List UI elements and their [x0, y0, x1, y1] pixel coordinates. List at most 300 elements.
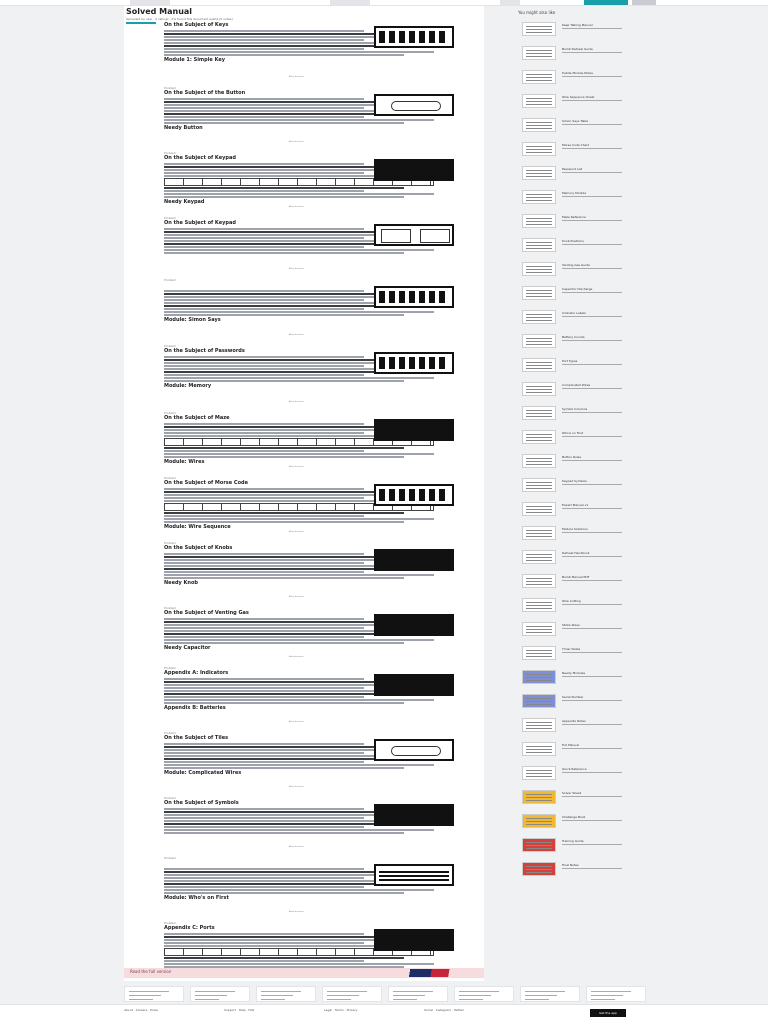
module-label: Module: Who's on First: [164, 895, 229, 901]
document-thumbnail: [522, 814, 556, 828]
related-document-item[interactable]: [518, 598, 658, 614]
thumbnail-line: [526, 530, 552, 531]
thumbnail-line: [526, 173, 552, 174]
thumbnail-line: [526, 872, 552, 873]
paragraph-line: [164, 290, 364, 292]
section-kicker: Problem: [164, 856, 177, 860]
thumbnail-line: [526, 866, 552, 867]
footer-about[interactable]: About · Careers · Press: [124, 1008, 159, 1012]
thumbnail-line: [526, 629, 552, 630]
related-subtitle-line: [562, 604, 622, 605]
thumbnail-line: [526, 560, 552, 561]
related-subtitle-line: [562, 100, 622, 101]
thumbnail-line: [526, 794, 552, 795]
document-thumbnail: [522, 46, 556, 60]
thumbnail-line: [526, 410, 552, 411]
related-title: Morse Code Chart: [562, 143, 589, 147]
related-document-item[interactable]: [518, 718, 658, 734]
ad-divider-label: Advertisement: [289, 76, 304, 78]
thumbnail-line: [526, 461, 552, 462]
section-title: On the Subject of the Button: [164, 90, 246, 96]
module-diagram-image: [374, 26, 454, 48]
related-title: Serial Number: [562, 695, 584, 699]
footer-legal[interactable]: Legal · Terms · Privacy: [324, 1008, 358, 1012]
document-thumbnail: [522, 262, 556, 276]
paragraph-line: [164, 933, 364, 935]
thumbnail-line: [526, 680, 552, 681]
thumbnail-line: [526, 29, 552, 30]
thumbnail-line: [526, 248, 552, 249]
related-subtitle-line: [562, 700, 622, 701]
related-subtitle-line: [562, 772, 622, 773]
document-thumbnail: [522, 334, 556, 348]
paragraph-line: [164, 826, 364, 828]
related-title: Strike Rules: [562, 623, 580, 627]
document-thumbnail: [522, 118, 556, 132]
paragraph-line: [164, 196, 404, 198]
related-document-item[interactable]: [518, 46, 658, 62]
ad-divider-label: Advertisement: [289, 334, 304, 336]
related-document-item[interactable]: [518, 142, 658, 158]
nav-tab[interactable]: [330, 0, 370, 5]
paragraph-line: [164, 957, 404, 959]
related-title: Who's on First: [562, 431, 584, 435]
paragraph-line: [164, 892, 404, 894]
user-menu-button[interactable]: [632, 0, 656, 5]
paragraph-line: [164, 559, 404, 561]
related-heading: You might also like: [518, 10, 556, 15]
section-title: On the Subject of Knobs: [164, 545, 233, 551]
paragraph-line: [164, 187, 404, 189]
module-diagram-image: [374, 864, 454, 886]
more-document-card[interactable]: [124, 986, 184, 1002]
more-document-card[interactable]: [586, 986, 646, 1002]
paragraph-line: [164, 512, 404, 514]
related-subtitle-line: [562, 148, 622, 149]
section-kicker: Problem: [164, 796, 177, 800]
reading-progress: [126, 22, 156, 24]
paragraph-line: [164, 817, 364, 819]
section-title: On the Subject of Maze: [164, 415, 230, 421]
thumbnail-line: [526, 704, 552, 705]
download-button[interactable]: [584, 0, 628, 5]
ad-divider-label: Advertisement: [289, 911, 304, 913]
manual-section: [164, 666, 454, 711]
thumbnail-line: [526, 797, 552, 798]
related-document-item[interactable]: [518, 670, 658, 686]
paragraph-line: [164, 693, 404, 695]
related-document-item[interactable]: [518, 430, 658, 446]
thumbnail-line: [526, 821, 552, 822]
document-thumbnail: [522, 70, 556, 84]
thumbnail-line: [526, 485, 552, 486]
ad-divider-label: Advertisement: [289, 401, 304, 403]
thumbnail-line: [526, 536, 552, 537]
related-document-item[interactable]: [518, 334, 658, 350]
paragraph-line: [164, 39, 364, 41]
thumbnail-line: [526, 197, 552, 198]
paragraph-line: [164, 371, 404, 373]
thumbnail-line: [526, 224, 552, 225]
paragraph-line: [164, 113, 404, 115]
related-subtitle-line: [562, 484, 622, 485]
thumbnail-line: [526, 602, 552, 603]
thumbnail-line: [526, 80, 552, 81]
paragraph-line: [164, 116, 364, 118]
diagram-grid: [379, 869, 449, 881]
related-document-item[interactable]: [518, 406, 658, 422]
paragraph-line: [164, 362, 404, 364]
ad-text: Read the full version: [130, 969, 172, 974]
thumbnail-line: [526, 26, 552, 27]
paragraph-line: [164, 54, 404, 56]
section-kicker: Problem: [164, 151, 177, 155]
related-document-item[interactable]: [518, 214, 658, 230]
thumbnail-line: [526, 341, 552, 342]
paragraph-line: [164, 761, 364, 763]
card-line: [129, 995, 161, 996]
paragraph-line: [164, 51, 434, 53]
paragraph-line: [164, 377, 434, 379]
related-title: Venting Gas Guide: [562, 263, 590, 267]
related-subtitle-line: [562, 124, 622, 125]
thumbnail-line: [526, 317, 552, 318]
manual-section: [164, 541, 454, 586]
footer-support[interactable]: Support · Help · FAQ: [224, 1008, 255, 1012]
thumbnail-line: [526, 701, 552, 702]
related-document-item[interactable]: [518, 694, 658, 710]
paragraph-line: [164, 488, 364, 490]
footer-social[interactable]: Social · Instagram · Twitter: [424, 1008, 464, 1012]
card-line: [129, 999, 153, 1000]
paragraph-line: [164, 639, 434, 641]
thumbnail-line: [526, 557, 552, 558]
diagram-bars: [379, 31, 449, 43]
manual-section: [164, 921, 454, 975]
section-title: Appendix C: Ports: [164, 925, 215, 931]
thumbnail-line: [526, 653, 552, 654]
related-document-item[interactable]: [518, 382, 658, 398]
thumbnail-line: [526, 56, 552, 57]
more-document-card[interactable]: [256, 986, 316, 1002]
related-subtitle-line: [562, 460, 622, 461]
related-subtitle-line: [562, 28, 622, 29]
related-document-item[interactable]: [518, 838, 658, 854]
card-line: [591, 995, 623, 996]
manual-section: [164, 216, 454, 255]
keypad-key: [381, 229, 411, 243]
document-thumbnail: [522, 238, 556, 252]
paragraph-line: [164, 743, 364, 745]
document-thumbnail: [522, 382, 556, 396]
thumbnail-line: [526, 608, 552, 609]
ad-banner[interactable]: [124, 968, 484, 978]
paragraph-line: [164, 764, 434, 766]
related-subtitle-line: [562, 340, 622, 341]
paragraph-line: [164, 234, 404, 236]
paragraph-line: [164, 246, 364, 248]
related-subtitle-line: [562, 724, 622, 725]
thumbnail-line: [526, 272, 552, 273]
document-thumbnail: [522, 598, 556, 612]
document-meta: Uploaded by user · 0 ratings · 0% found this document useful (0 votes): [126, 17, 233, 21]
paragraph-line: [164, 122, 404, 124]
related-title: Wire Cutting: [562, 599, 581, 603]
related-document-item[interactable]: [518, 70, 658, 86]
module-label: Module 1: Simple Key: [164, 57, 226, 63]
related-subtitle-line: [562, 388, 622, 389]
paragraph-line: [164, 618, 364, 620]
paragraph-line: [164, 636, 364, 638]
paragraph-line: [164, 642, 404, 644]
related-document-item[interactable]: [518, 286, 658, 302]
nav-tab[interactable]: [130, 0, 170, 5]
more-document-card[interactable]: [454, 986, 514, 1002]
related-document-item[interactable]: [518, 118, 658, 134]
ad-divider-label: Advertisement: [289, 206, 304, 208]
paragraph-line: [164, 808, 364, 810]
paragraph-line: [164, 877, 364, 879]
paragraph-line: [164, 456, 404, 458]
document-thumbnail: [522, 94, 556, 108]
document-thumbnail: [522, 694, 556, 708]
paragraph-line: [164, 633, 404, 635]
paragraph-line: [164, 883, 404, 885]
paragraph-line: [164, 627, 364, 629]
paragraph-line: [164, 814, 404, 816]
related-title: Solver Sheet: [562, 791, 582, 795]
paragraph-line: [164, 758, 404, 760]
paragraph-line: [164, 104, 404, 106]
paragraph-line: [164, 45, 404, 47]
paragraph-line: [164, 577, 404, 579]
thumbnail-line: [526, 581, 552, 582]
document-thumbnail: [522, 622, 556, 636]
keypad-key: [420, 229, 450, 243]
thumbnail-line: [526, 437, 552, 438]
document-thumbnail: [522, 766, 556, 780]
card-line: [459, 999, 483, 1000]
section-kicker: Problem: [164, 606, 177, 610]
thumbnail-line: [526, 293, 552, 294]
thumbnail-line: [526, 584, 552, 585]
card-line: [327, 991, 367, 992]
thumbnail-line: [526, 632, 552, 633]
thumbnail-line: [526, 314, 552, 315]
more-document-card[interactable]: [190, 986, 250, 1002]
paragraph-line: [164, 237, 364, 239]
thumbnail-line: [526, 824, 552, 825]
thumbnail-line: [526, 218, 552, 219]
document-thumbnail: [522, 526, 556, 540]
module-diagram-image: [374, 739, 454, 761]
manual-section: [164, 18, 454, 63]
card-line: [525, 999, 549, 1000]
ad-divider-label: Advertisement: [289, 721, 304, 723]
thumbnail-line: [526, 152, 552, 153]
document-thumbnail: [522, 790, 556, 804]
paragraph-line: [164, 429, 404, 431]
related-document-item[interactable]: [518, 646, 658, 662]
manual-section: [164, 344, 454, 389]
related-title: Expert Manual v1: [562, 503, 589, 507]
related-document-item[interactable]: [518, 478, 658, 494]
thumbnail-line: [526, 488, 552, 489]
ad-divider-label: Advertisement: [289, 268, 304, 270]
manual-section: [164, 86, 454, 131]
thumbnail-line: [526, 773, 552, 774]
paragraph-line: [164, 119, 434, 121]
thumbnail-line: [526, 290, 552, 291]
thumbnail-line: [526, 125, 552, 126]
related-title: Indicator Labels: [562, 311, 586, 315]
ad-divider-label: Advertisement: [289, 786, 304, 788]
paragraph-line: [164, 749, 404, 751]
related-document-item[interactable]: [518, 574, 658, 590]
related-title: Module Solutions: [562, 527, 588, 531]
thumbnail-line: [526, 50, 552, 51]
thumbnail-line: [526, 440, 552, 441]
thumbnail-line: [526, 344, 552, 345]
related-title: Capacitor Discharge: [562, 287, 593, 291]
paragraph-line: [164, 886, 364, 888]
related-document-item[interactable]: [518, 238, 658, 254]
thumbnail-line: [526, 194, 552, 195]
more-document-card[interactable]: [520, 986, 580, 1002]
related-document-item[interactable]: [518, 550, 658, 566]
paragraph-line: [164, 311, 434, 313]
related-subtitle-line: [562, 220, 622, 221]
related-document-item[interactable]: [518, 262, 658, 278]
thumbnail-line: [526, 389, 552, 390]
thumbnail-line: [526, 245, 552, 246]
module-label: Needy Button: [164, 125, 203, 131]
thumbnail-line: [526, 320, 552, 321]
section-title: Appendix A: Indicators: [164, 670, 229, 676]
thumbnail-line: [526, 368, 552, 369]
document-thumbnail: [522, 406, 556, 420]
related-document-item[interactable]: [518, 502, 658, 518]
related-title: Knob Positions: [562, 239, 584, 243]
app-store-badge[interactable]: Get the app: [590, 1009, 626, 1017]
related-subtitle-line: [562, 820, 622, 821]
paragraph-line: [164, 374, 364, 376]
related-document-item[interactable]: [518, 166, 658, 182]
paragraph-line: [164, 423, 364, 425]
paragraph-line: [164, 963, 434, 965]
manual-section: [164, 151, 454, 205]
document-viewer: [124, 6, 484, 981]
thumbnail-line: [526, 176, 552, 177]
nav-tab[interactable]: [500, 0, 520, 5]
related-subtitle-line: [562, 676, 622, 677]
module-diagram-image: [374, 674, 454, 696]
card-line: [393, 995, 425, 996]
related-document-item[interactable]: [518, 454, 658, 470]
document-thumbnail: [522, 838, 556, 852]
section-kicker: Problem: [164, 731, 177, 735]
paragraph-line: [164, 163, 364, 165]
related-document-item[interactable]: [518, 190, 658, 206]
thumbnail-line: [526, 149, 552, 150]
thumbnail-line: [526, 146, 552, 147]
thumbnail-line: [526, 818, 552, 819]
paragraph-line: [164, 169, 404, 171]
related-title: Keep Talking Manual: [562, 23, 593, 27]
related-title: Keypad Symbols: [562, 479, 587, 483]
related-subtitle-line: [562, 532, 622, 533]
card-line: [393, 991, 433, 992]
thumbnail-line: [526, 842, 552, 843]
module-diagram-image: [374, 286, 454, 308]
paragraph-line: [164, 868, 364, 870]
module-diagram-image: [374, 94, 454, 116]
related-document-item[interactable]: [518, 862, 658, 878]
related-document-item[interactable]: [518, 94, 658, 110]
thumbnail-line: [526, 752, 552, 753]
manual-section: [164, 606, 454, 651]
related-document-item[interactable]: [518, 22, 658, 38]
paragraph-line: [164, 380, 404, 382]
related-subtitle-line: [562, 412, 622, 413]
related-document-item[interactable]: [518, 310, 658, 326]
card-line: [327, 995, 359, 996]
thumbnail-line: [526, 104, 552, 105]
more-document-card[interactable]: [322, 986, 382, 1002]
related-document-item[interactable]: [518, 622, 658, 638]
card-line: [591, 991, 631, 992]
related-subtitle-line: [562, 868, 622, 869]
related-document-item[interactable]: [518, 790, 658, 806]
paragraph-line: [164, 829, 434, 831]
thumbnail-line: [526, 386, 552, 387]
ad-divider-label: Advertisement: [289, 596, 304, 598]
thumbnail-line: [526, 578, 552, 579]
document-thumbnail: [522, 190, 556, 204]
related-subtitle-line: [562, 556, 622, 557]
related-document-item[interactable]: [518, 766, 658, 782]
related-document-item[interactable]: [518, 742, 658, 758]
thumbnail-line: [526, 416, 552, 417]
related-document-item[interactable]: [518, 526, 658, 542]
module-diagram-image: [374, 419, 454, 441]
thumbnail-line: [526, 722, 552, 723]
paragraph-line: [164, 571, 364, 573]
related-document-item[interactable]: [518, 358, 658, 374]
section-title: On the Subject of Keypad: [164, 220, 236, 226]
paragraph-line: [164, 249, 434, 251]
document-thumbnail: [522, 454, 556, 468]
more-document-card[interactable]: [388, 986, 448, 1002]
paragraph-line: [164, 36, 404, 38]
document-thumbnail: [522, 478, 556, 492]
module-diagram-image: [374, 352, 454, 374]
module-label: Module: Simon Says: [164, 317, 221, 323]
related-subtitle-line: [562, 244, 622, 245]
paragraph-line: [164, 308, 364, 310]
paragraph-line: [164, 960, 364, 962]
diagram-bars: [379, 489, 449, 501]
document-thumbnail: [522, 286, 556, 300]
related-title: Defusal Handbook: [562, 551, 590, 555]
paragraph-line: [164, 553, 364, 555]
related-subtitle-line: [562, 652, 622, 653]
related-document-item[interactable]: [518, 814, 658, 830]
paragraph-line: [164, 684, 404, 686]
manual-section: [164, 796, 454, 835]
paragraph-line: [164, 365, 364, 367]
diagram-bars: [379, 357, 449, 369]
